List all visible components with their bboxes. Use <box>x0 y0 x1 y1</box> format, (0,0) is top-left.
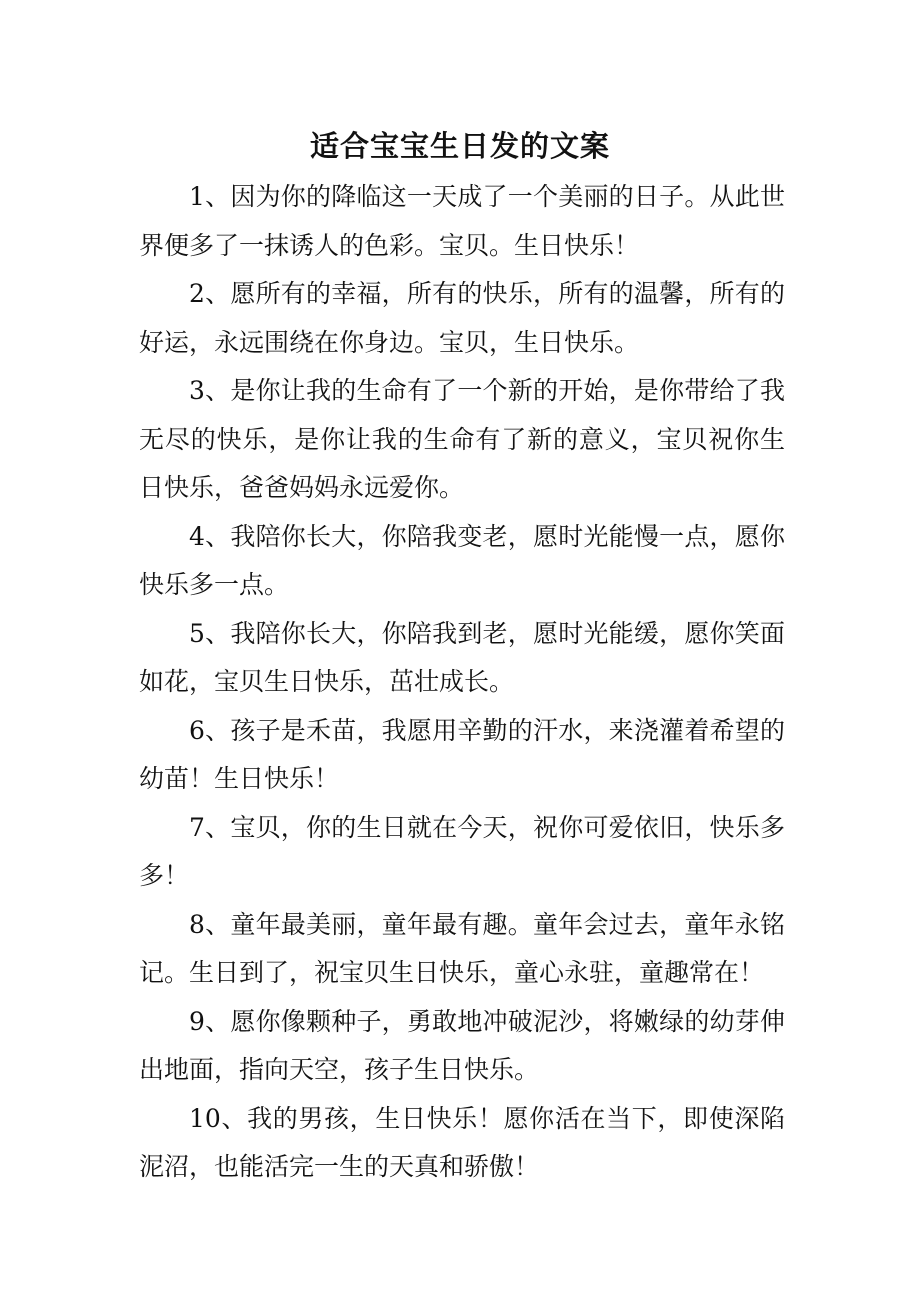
paragraph-3: 3、是你让我的生命有了一个新的开始，是你带给了我无尽的快乐，是你让我的生命有了新的意义，宝贝祝你生日快乐，爸爸妈妈永远爱你。 <box>139 376 785 502</box>
paragraph-4: 4、我陪你长大，你陪我变老，愿时光能慢一点，愿你快乐多一点。 <box>139 521 785 599</box>
paragraph-9: 9、愿你像颗种子，勇敢地冲破泥沙，将嫩绿的幼芽伸出地面，指向天空，孩子生日快乐。 <box>139 1006 785 1084</box>
paragraph-6: 6、孩子是禾苗，我愿用辛勤的汗水，来浇灌着希望的幼苗！生日快乐！ <box>139 715 785 793</box>
paragraph-2: 2、愿所有的幸福，所有的快乐，所有的温馨，所有的好运，永远围绕在你身边。宝贝，生日快乐。 <box>139 279 785 357</box>
paragraph-5: 5、我陪你长大，你陪我到老，愿时光能缓，愿你笑面如花，宝贝生日快乐，茁壮成长。 <box>139 618 785 696</box>
paragraph-1: 1、因为你的降临这一天成了一个美丽的日子。从此世界便多了一抹诱人的色彩。宝贝。生日快乐！ <box>139 182 785 260</box>
paragraph-10: 10、我的男孩，生日快乐！愿你活在当下，即使深陷泥沼，也能活完一生的天真和骄傲！ <box>139 1103 785 1181</box>
document-body <box>139 173 785 1192</box>
paragraph-8: 8、童年最美丽，童年最有趣。童年会过去，童年永铭记。生日到了，祝宝贝生日快乐，童心永驻，童趣常在！ <box>139 909 785 987</box>
document-title: 适合宝宝生日发的文案 <box>309 129 610 163</box>
paragraph-7: 7、宝贝，你的生日就在今天，祝你可爱依旧，快乐多多！ <box>139 812 785 890</box>
